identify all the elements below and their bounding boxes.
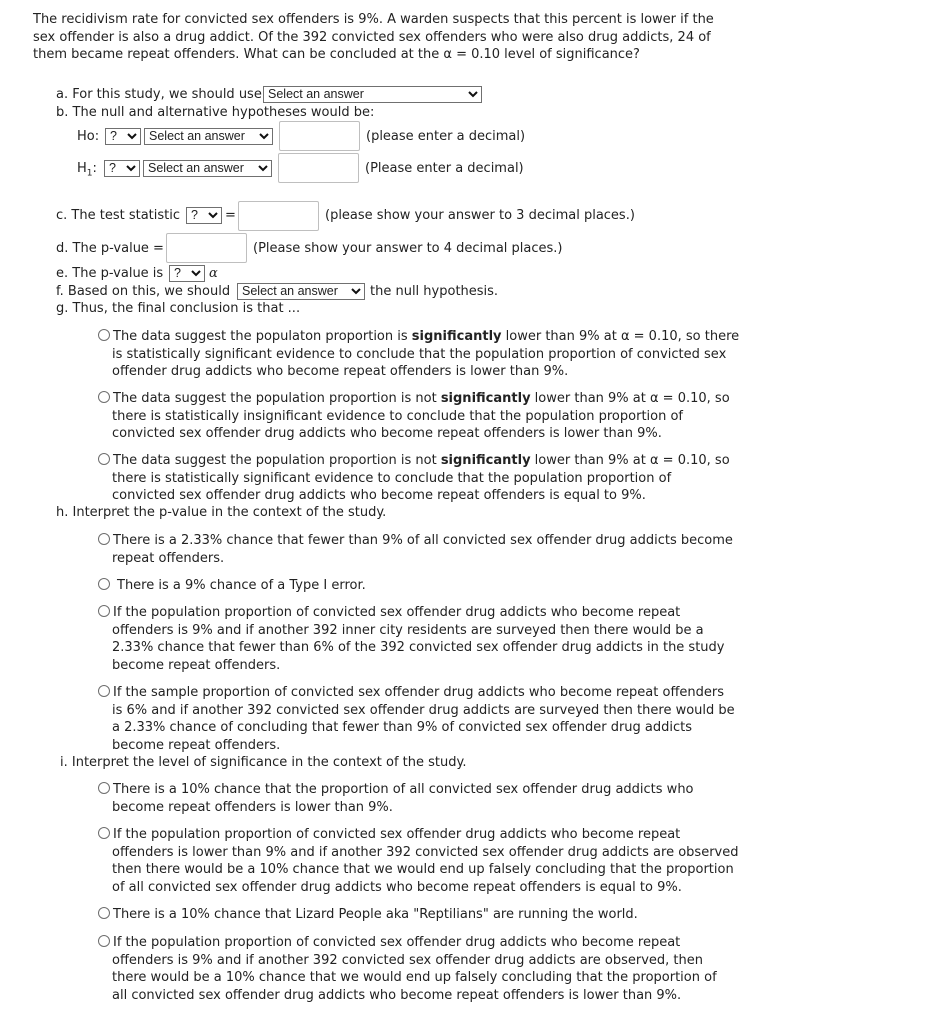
problem-line: them became repeat offenders. What can be concluded at the α = 0.10 level of significance? (33, 47, 640, 62)
pvalue-interp-option-2-line: There is a 9% chance of a Type I error. (117, 578, 366, 593)
p-value-hint: (Please show your answer to 4 decimal places.) (253, 241, 563, 256)
h1-label-text: H (77, 161, 87, 176)
test-statistic-symbol: ? (191, 208, 198, 222)
conclusion-radio-2[interactable] (98, 391, 110, 403)
conclusion-option-1-line (113, 328, 739, 346)
option-line: repeat offenders. (112, 550, 225, 566)
alpha-interp-radio-3[interactable] (98, 907, 110, 919)
part-c-label: c. The test statistic (56, 208, 180, 223)
pvalue-interp-option-3 (112, 622, 725, 675)
h0-hint: (please enter a decimal) (366, 129, 526, 144)
conclusion-option-3 (112, 470, 671, 505)
conclusion-option-3-bold: significantly (440, 453, 531, 468)
conclusion-option-3-line (113, 452, 730, 470)
test-statistic-select[interactable] (186, 207, 222, 224)
option-line: is 6% and if another 392 convicted sex offender drug addicts are surveyed then there would be (112, 702, 735, 718)
alpha-interp-option-4 (112, 952, 717, 1005)
conclusion-option-1-pre: The data suggest the populaton proportion is (113, 329, 412, 344)
p-value-compare-select[interactable] (169, 265, 205, 282)
conclusion-option-2-pre: The data suggest the population proportion is not (113, 391, 441, 406)
chevron-down-icon (258, 165, 268, 172)
h0-symbol-value: ? (110, 129, 117, 143)
chevron-down-icon (127, 133, 137, 140)
part-h-label: h. Interpret the p-value in the context of the study. (56, 505, 387, 520)
chevron-down-icon (208, 212, 218, 219)
option-line: become repeat offenders. (112, 657, 281, 673)
h0-symbol-select[interactable] (105, 128, 141, 145)
option-line: offenders is lower than 9% and if another 392 convicted sex offender drug addicts are observed (112, 844, 739, 860)
conclusion-option-1 (112, 346, 726, 381)
pvalue-interp-option-1 (112, 550, 224, 568)
option-line: a 2.33% chance of concluding that fewer than 9% of convicted sex offender drug addicts (112, 720, 693, 735)
conclusion-option-3-post: lower than 9% at α = 0.10, so (530, 453, 730, 468)
pvalue-interp-option-3-line: If the population proportion of convicted sex offender drug addicts who become repeat (113, 605, 681, 620)
option-line: is statistically significant evidence to conclude that the population proportion of convicted sex (112, 346, 727, 362)
conclusion-radio-3[interactable] (98, 453, 110, 465)
option-line: there is statistically insignificant evidence to conclude that the population proportion of (112, 408, 684, 424)
alpha-interp-option-3-line: There is a 10% chance that Lizard People aka "Reptilians" are running the world. (113, 907, 638, 922)
test-statistic-input[interactable] (238, 201, 319, 231)
part-g-label: g. Thus, the final conclusion is that ... (56, 301, 301, 316)
option-line: become repeat offenders is lower than 9%. (112, 799, 393, 815)
pvalue-interp-option-1-line: There is a 2.33% chance that fewer than 9% of all convicted sex offender drug addicts become (113, 533, 733, 548)
conclusion-option-1-post: lower than 9% at α = 0.10, so there (501, 329, 740, 344)
h0-parameter-select[interactable] (144, 128, 273, 145)
h1-label (77, 160, 97, 183)
pvalue-interp-option-4-line: If the sample proportion of convicted sex offender drug addicts who become repeat offenders (113, 685, 725, 700)
option-line: 2.33% chance that fewer than 6% of the 392 convicted sex offender drug addicts in the study (112, 640, 725, 655)
h1-label-sub: 1 (86, 168, 93, 179)
alpha-interp-option-4-line: If the population proportion of convicted sex offender drug addicts who become repeat (113, 935, 681, 950)
option-line: there would be a 10% chance that we would end up falsely concluding that the proportion of (112, 970, 717, 985)
chevron-down-icon (259, 133, 269, 140)
option-line: offenders is 9% and if another 392 convicted sex offender drug addicts are observed, then (112, 952, 703, 968)
part-e-label: e. The p-value is (56, 266, 164, 281)
decision-select[interactable] (237, 283, 365, 300)
h1-hint: (Please enter a decimal) (365, 161, 524, 176)
option-line: convicted sex offender drug addicts who become repeat offenders is equal to 9%. (112, 488, 646, 503)
conclusion-option-2-bold: significantly (440, 391, 531, 406)
part-i-label: i. Interpret the level of significance in the context of the study. (60, 755, 467, 770)
alpha-interp-option-2-line: If the population proportion of convicted sex offender drug addicts who become repeat (113, 827, 681, 842)
option-line: convicted sex offender drug addicts who become repeat offenders is lower than 9%. (112, 426, 662, 441)
option-line: all convicted sex offender drug addicts who become repeat offenders is lower than 9%. (112, 987, 682, 1003)
alpha-interp-option-1-line: There is a 10% chance that the proportion of all convicted sex offender drug addicts who (113, 782, 694, 797)
option-line: offenders is 9% and if another 392 inner city residents are surveyed then there would be a (112, 622, 704, 638)
option-line: become repeat offenders. (112, 737, 281, 753)
pvalue-interp-radio-1[interactable] (98, 533, 110, 545)
test-statistic-hint: (please show your answer to 3 decimal places.) (325, 208, 635, 223)
decision-select-value: Select an answer (242, 284, 338, 298)
part-f-label: f. Based on this, we should (56, 284, 231, 299)
part-b-label: b. The null and alternative hypotheses would be: (56, 105, 375, 120)
option-line: there is statistically significant evidence to conclude that the population proportion of (112, 470, 672, 486)
problem-statement (33, 11, 714, 64)
h0-label: Ho: (77, 129, 100, 144)
conclusion-option-2-post: lower than 9% at α = 0.10, so (530, 391, 730, 406)
part-f-suffix: the null hypothesis. (370, 284, 499, 299)
pvalue-interp-option-4 (112, 702, 735, 755)
conclusion-option-2-line (113, 390, 730, 408)
h0-parameter-value: Select an answer (149, 129, 245, 143)
conclusion-option-3-pre: The data suggest the population proportion is not (113, 453, 441, 468)
equals-sign: = (225, 208, 236, 223)
chevron-down-icon (351, 288, 361, 295)
h1-label-colon: : (92, 161, 97, 176)
alpha-interp-radio-2[interactable] (98, 827, 110, 839)
conclusion-option-2 (112, 408, 683, 443)
part-a-label: a. For this study, we should use (56, 87, 262, 102)
h1-symbol-value: ? (109, 161, 116, 175)
option-line: offender drug addicts who become repeat offenders is lower than 9%. (112, 364, 569, 379)
test-type-select[interactable] (263, 86, 482, 103)
pvalue-interp-radio-4[interactable] (98, 685, 110, 697)
p-value-compare-symbol: ? (174, 266, 181, 280)
option-line: of all convicted sex offender drug addicts who become repeat offenders is equal to 9%. (112, 879, 682, 895)
option-line: then there would be a 10% chance that we would end up falsely concluding that the proportion (112, 862, 734, 877)
chevron-down-icon (191, 270, 201, 277)
alpha-interp-option-2 (112, 844, 738, 897)
pvalue-interp-radio-3[interactable] (98, 605, 110, 617)
pvalue-interp-radio-2[interactable] (98, 578, 110, 590)
part-d-label: d. The p-value = (56, 241, 164, 256)
h1-parameter-value: Select an answer (148, 161, 244, 175)
alpha-interp-option-1 (112, 799, 393, 817)
h0-value-input[interactable] (279, 121, 360, 151)
p-value-input[interactable] (166, 233, 247, 263)
test-type-select-value: Select an answer (268, 87, 364, 101)
alpha-symbol: α (209, 266, 218, 281)
problem-line: sex offender is also a drug addict. Of the 392 convicted sex offenders who were also drug addicts, 24 of (33, 29, 711, 45)
chevron-down-icon (126, 165, 136, 172)
problem-line: The recidivism rate for convicted sex offenders is 9%. A warden suspects that this percent is lower if the (33, 12, 714, 27)
alpha-interp-radio-4[interactable] (98, 935, 110, 947)
alpha-interp-radio-1[interactable] (98, 782, 110, 794)
h1-symbol-select[interactable] (104, 160, 140, 177)
chevron-down-icon (468, 91, 478, 98)
conclusion-radio-1[interactable] (98, 329, 110, 341)
h1-value-input[interactable] (278, 153, 359, 183)
h1-parameter-select[interactable] (143, 160, 272, 177)
conclusion-option-1-bold: significantly (411, 329, 502, 344)
